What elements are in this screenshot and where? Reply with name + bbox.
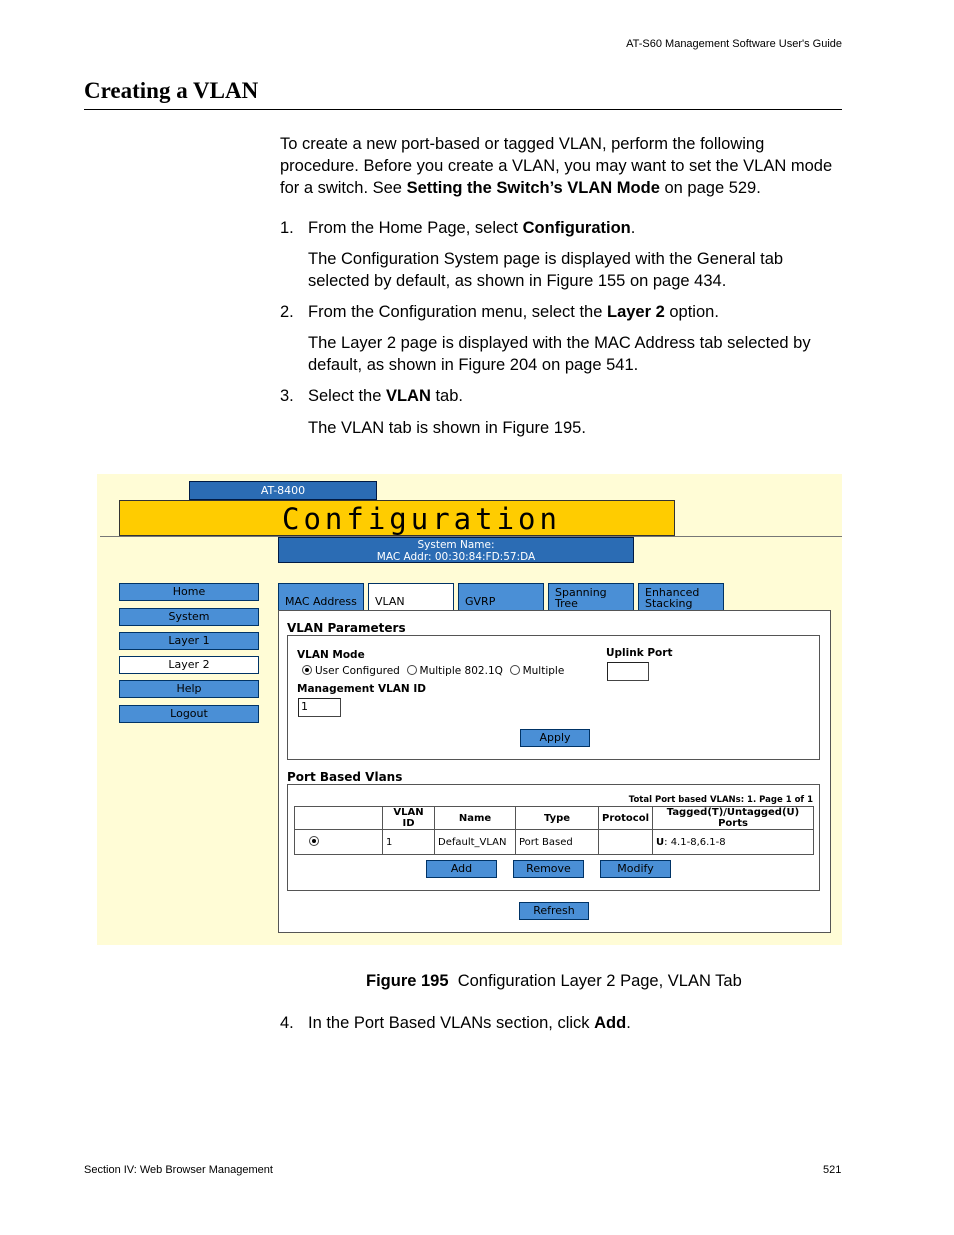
add-button[interactable]: Add [426,860,497,878]
figure-caption [366,972,742,991]
intro-text: To create a new port-based or tagged VLAN, perform the following procedure. Before you create a VLAN, you may want to set the VLAN mode for a switch. See [280,135,833,197]
step-1-note: The Configuration System page is displayed with the General tab selected by default, as shown in Figure 155 on page 434. [308,250,784,290]
option-multiple-8021q: Multiple 802.1Q [419,665,503,677]
refresh-button[interactable]: Refresh [519,902,589,920]
nav-system-button[interactable]: System [119,608,259,626]
tab-spanning-tree[interactable]: Spanning Tree [548,583,634,610]
col-select [295,807,383,830]
modify-button[interactable]: Modify [600,860,671,878]
nav-layer2-button[interactable]: Layer 2 [119,656,259,674]
section-title: Creating a VLAN [84,78,259,103]
ports-prefix: U [656,836,665,848]
cell-name: Default_VLAN [435,830,516,855]
col-type: Type [516,807,599,830]
guide-title: AT-S60 Management Software User's Guide [626,38,842,50]
step-1-after: . [630,219,636,237]
step-2-number: 2. [280,303,294,321]
step-4-before: In the Port Based VLANs section, click [308,1014,595,1032]
system-info-box [278,537,634,563]
radio-multiple-8021q[interactable] [407,665,417,675]
step-2-after: option. [664,303,719,321]
nav-help-button[interactable]: Help [119,680,259,698]
col-vlan-id: VLAN ID [383,807,435,830]
apply-button[interactable]: Apply [520,729,590,747]
intro-paragraph [280,133,840,199]
figure-caption-text: Configuration Layer 2 Page, VLAN Tab [457,972,742,990]
vlan-parameters-heading: VLAN Parameters [287,621,406,635]
step-2-bold: Layer 2 [606,303,665,321]
uplink-port-label: Uplink Port [606,647,673,659]
intro-text-end: on page 529. [659,179,761,197]
step-2-note: The Layer 2 page is displayed with the MAC Address tab selected by default, as shown in Figure 204 on page 541. [308,334,811,374]
management-vlan-label: Management VLAN ID [297,683,426,695]
tab-gvrp[interactable]: GVRP [458,583,544,610]
port-based-vlans-box [287,784,820,891]
cell-protocol [599,830,653,855]
device-name-tab: AT-8400 [189,481,377,500]
nav-home-button[interactable]: Home [119,583,259,601]
page-number: 521 [823,1164,842,1176]
step-3-before: Select the [308,387,386,405]
uplink-port-input[interactable] [607,662,649,681]
step-2-before: From the Configuration menu, select the [308,303,607,321]
intro-link: Setting the Switch’s VLAN Mode [406,179,660,197]
step-4-after: . [626,1014,631,1032]
table-row [295,830,814,855]
vlan-table [294,806,814,855]
cell-ports [653,830,814,855]
radio-user-configured[interactable] [302,665,312,675]
remove-button[interactable]: Remove [513,860,584,878]
management-vlan-input[interactable]: 1 [298,698,341,717]
col-name: Name [435,807,516,830]
system-name-label: System Name: [417,539,495,551]
step-3-after: tab. [430,387,463,405]
step-4-bold: Add [594,1014,627,1032]
step-1-text [308,217,828,239]
step-1-before: From the Home Page, select [308,219,523,237]
step-1-number: 1. [280,219,294,237]
step-3-text [308,385,828,407]
option-user-configured: User Configured [315,665,400,677]
vlan-table-header [295,807,814,830]
vlan-mode-options [302,665,564,677]
tab-mac-address[interactable]: MAC Address [278,583,364,610]
col-protocol: Protocol [599,807,653,830]
vlan-parameters-box [287,635,820,760]
total-vlans-text: Total Port based VLANs: 1. Page 1 of 1 [628,795,813,805]
configuration-screenshot [97,474,842,945]
step-3-number: 3. [280,387,294,405]
option-multiple: Multiple [522,665,565,677]
vlan-tab-panel [278,610,831,933]
row-select-cell [295,830,383,855]
step-4-text [308,1012,828,1034]
configuration-banner [119,500,675,536]
radio-multiple[interactable] [510,665,520,675]
nav-logout-button[interactable]: Logout [119,705,259,723]
ports-value: : 4.1-8,6.1-8 [664,836,726,848]
tab-vlan[interactable]: VLAN [368,583,454,611]
cell-type: Port Based [516,830,599,855]
step-2-text [308,301,828,323]
figure-label: Figure 195 [366,972,449,990]
footer-section: Section IV: Web Browser Management [84,1164,273,1176]
banner-title: Configuration [282,502,561,536]
nav-layer1-button[interactable]: Layer 1 [119,632,259,650]
col-ports: Tagged(T)/Untagged(U) Ports [653,807,814,830]
step-3-bold: VLAN [385,387,431,405]
step-4-number: 4. [280,1014,294,1032]
title-rule [84,109,842,110]
port-based-vlans-heading: Port Based Vlans [287,770,403,784]
step-1-bold: Configuration [522,219,631,237]
row-select-radio[interactable] [309,836,319,846]
tab-enhanced-stacking[interactable]: Enhanced Stacking [638,583,724,610]
step-3-note: The VLAN tab is shown in Figure 195. [308,419,586,437]
cell-vlan-id: 1 [383,830,435,855]
vlan-mode-label: VLAN Mode [297,649,365,661]
mac-address-label: MAC Addr: 00:30:84:FD:57:DA [376,551,536,563]
